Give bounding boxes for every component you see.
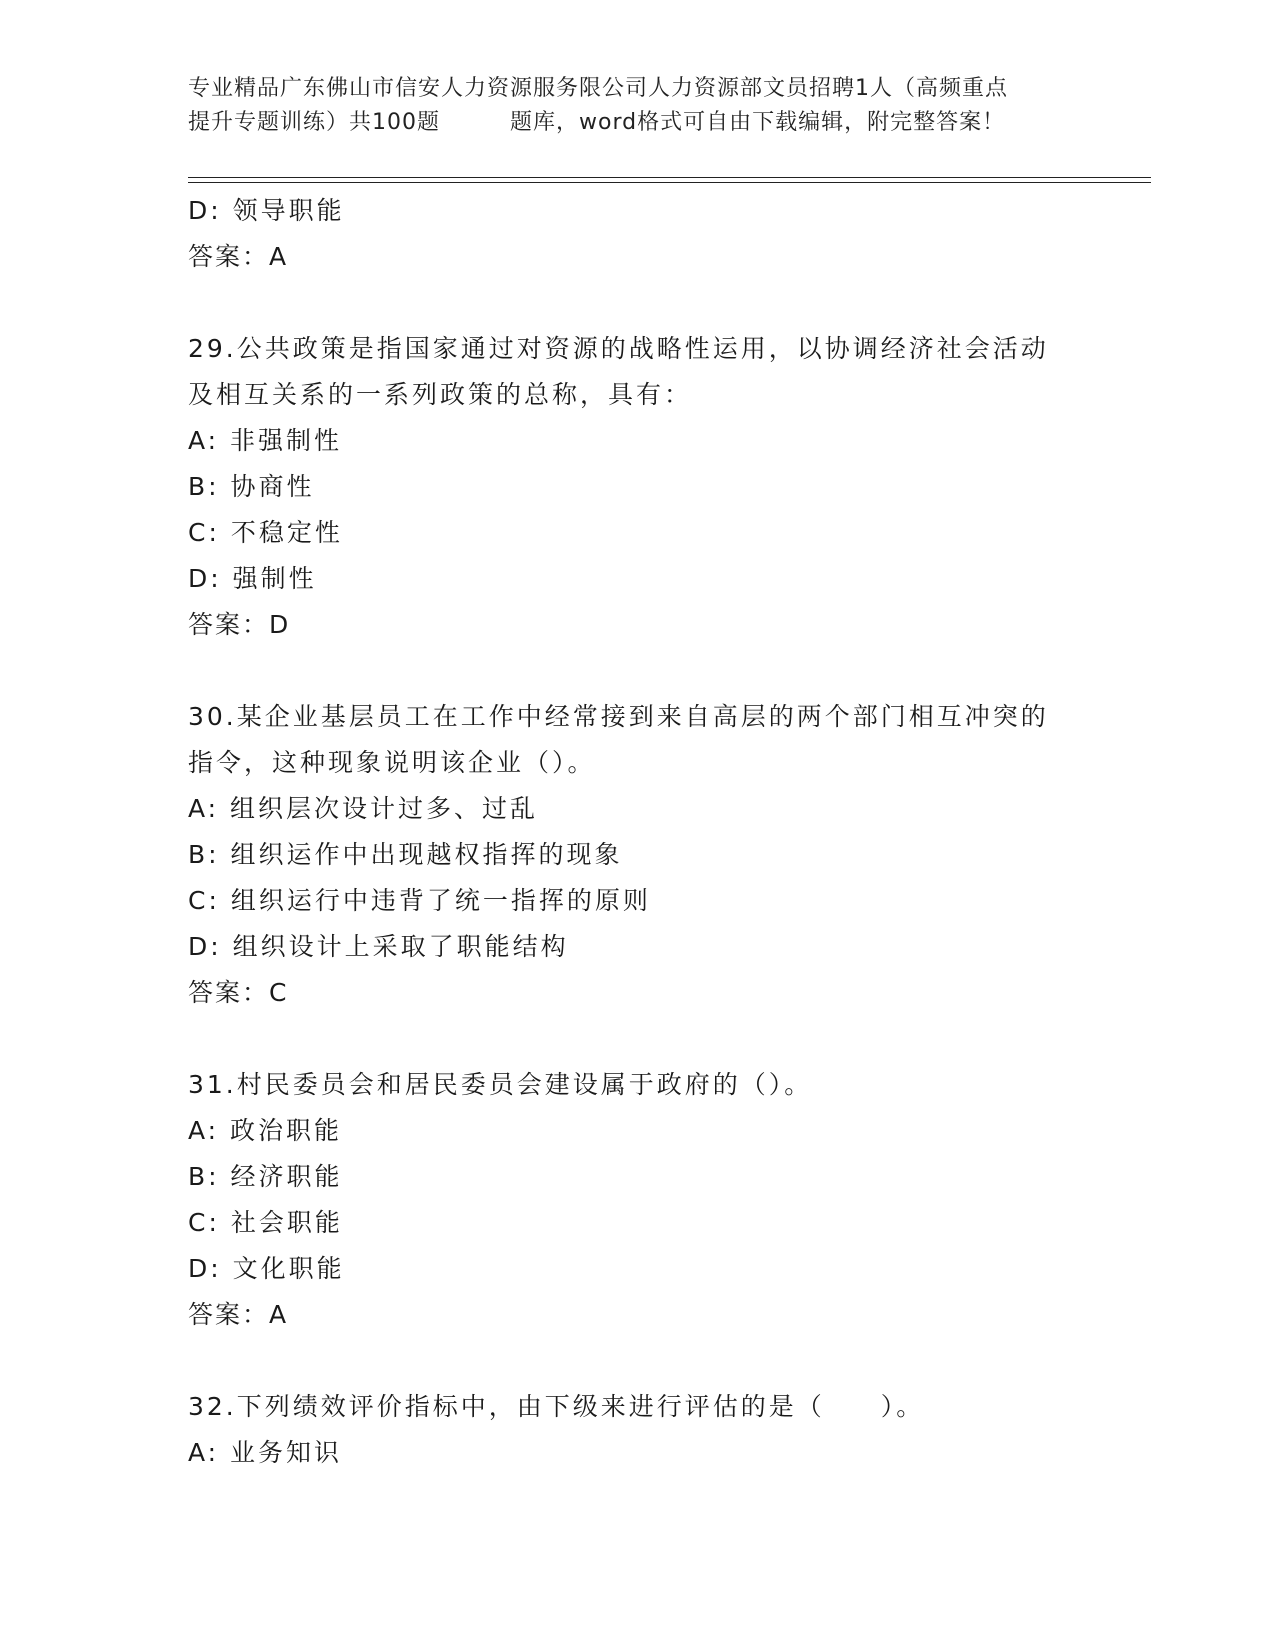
answer-value: A bbox=[269, 242, 288, 271]
option-b: B: 经济职能 bbox=[188, 1162, 343, 1191]
question-stem: 30.某企业基层员工在工作中经常接到来自高层的两个部门相互冲突的 bbox=[188, 702, 1049, 731]
option-a: A: 政治职能 bbox=[188, 1116, 343, 1145]
question-28-tail bbox=[188, 188, 1088, 280]
option-d: D: 组织设计上采取了职能结构 bbox=[188, 932, 569, 961]
answer-label: 答案： bbox=[188, 978, 270, 1007]
option-b: B: 协商性 bbox=[188, 472, 315, 501]
answer-label: 答案： bbox=[188, 610, 270, 639]
option-a: A: 组织层次设计过多、过乱 bbox=[188, 794, 539, 823]
option-a: A: 非强制性 bbox=[188, 426, 343, 455]
answer-value: A bbox=[269, 1300, 288, 1329]
option-d: D: 领导职能 bbox=[188, 196, 345, 225]
option-b: B: 组织运作中出现越权指挥的现象 bbox=[188, 840, 623, 869]
header-title-line1: 专业精品广东佛山市信安人力资源服务限公司人力资源部文员招聘1人（高频重点 bbox=[188, 76, 1008, 101]
question-32 bbox=[188, 1384, 1088, 1476]
header-divider-top bbox=[188, 177, 1151, 178]
answer-value: D bbox=[269, 610, 290, 639]
question-30 bbox=[188, 694, 1088, 1016]
page-header bbox=[188, 72, 1088, 140]
option-c: C: 社会职能 bbox=[188, 1208, 343, 1237]
answer-label: 答案： bbox=[188, 1300, 270, 1329]
answer-line bbox=[188, 1292, 1088, 1338]
answer-value: C bbox=[269, 978, 288, 1007]
option-d: D: 文化职能 bbox=[188, 1254, 345, 1283]
question-stem: 31.村民委员会和居民委员会建设属于政府的（）。 bbox=[188, 1070, 813, 1099]
header-title-line2 bbox=[188, 106, 1088, 140]
option-c: C: 不稳定性 bbox=[188, 518, 343, 547]
question-29 bbox=[188, 326, 1088, 648]
document-body bbox=[188, 188, 1088, 1476]
answer-line bbox=[188, 234, 1088, 280]
answer-line bbox=[188, 602, 1088, 648]
header-title-line2-right: 题库，word格式可自由下载编辑，附完整答案！ bbox=[510, 110, 1006, 135]
question-stem: 29.公共政策是指国家通过对资源的战略性运用，以协调经济社会活动 bbox=[188, 334, 1049, 363]
header-title-line2-left: 提升专题训练）共100题 bbox=[188, 110, 440, 135]
question-stem-continued: 及相互关系的一系列政策的总称，具有： bbox=[188, 380, 693, 409]
option-d: D: 强制性 bbox=[188, 564, 317, 593]
question-stem: 32.下列绩效评价指标中，由下级来进行评估的是（ ）。 bbox=[188, 1392, 925, 1421]
question-stem-continued: 指令，这种现象说明该企业（）。 bbox=[188, 748, 596, 777]
header-divider-bottom bbox=[188, 182, 1151, 183]
answer-label: 答案： bbox=[188, 242, 270, 271]
option-c: C: 组织运行中违背了统一指挥的原则 bbox=[188, 886, 651, 915]
question-31 bbox=[188, 1062, 1088, 1338]
option-a: A: 业务知识 bbox=[188, 1438, 343, 1467]
answer-line bbox=[188, 970, 1088, 1016]
